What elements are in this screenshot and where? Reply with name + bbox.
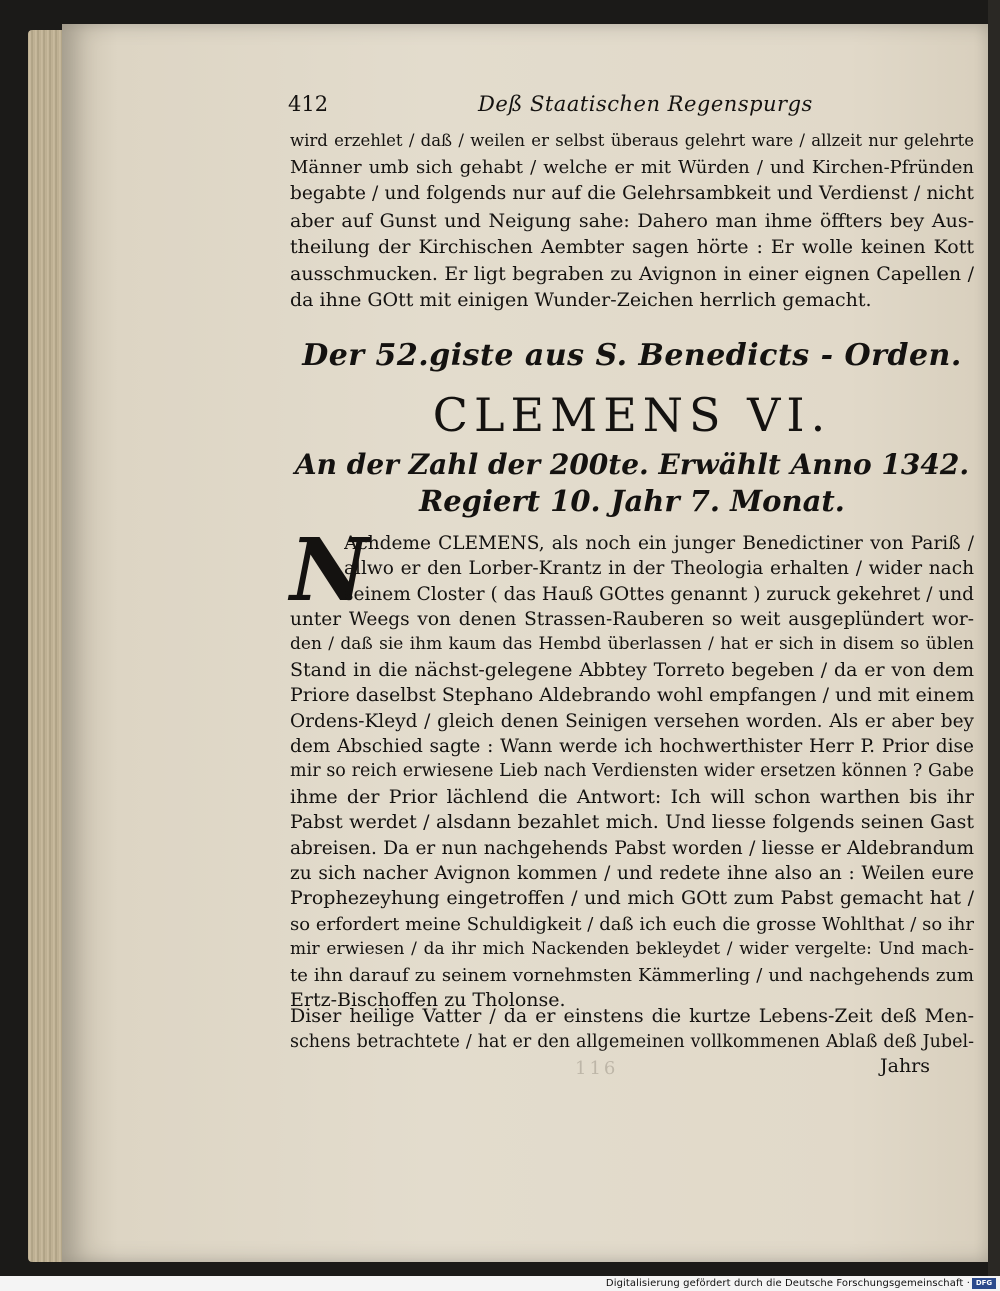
text-line: Achdeme CLEMENS, als noch ein junger Benedictiner von Pariß / [344, 533, 974, 554]
text-line: aber auf Gunst und Neigung sahe: Dahero man ihme öffters bey Aus- [290, 209, 974, 232]
text-line: Pabst werdet / alsdann bezahlet mich. Und liesse folgends seinen Gast [290, 811, 974, 834]
text-line: ausschmucken. Er ligt begraben zu Avignon in einer eignen Capellen / [290, 262, 974, 285]
text-line: mir so reich erwiesene Lieb nach Verdiensten wider ersetzen können ? Gabe [290, 761, 974, 782]
text-line: begabte / und folgends nur auf die Gelehrsambkeit und Verdienst / nicht [290, 183, 974, 204]
page-number: 412 [288, 92, 329, 116]
text-line: da ihne GOtt mit einigen Wunder-Zeichen herrlich gemacht. [290, 289, 872, 311]
text-line: unter Weegs von denen Strassen-Rauberen so weit ausgeplündert wor- [290, 609, 974, 630]
pope-election-line: An der Zahl der 200te. Erwählt Anno 1342. [294, 448, 970, 481]
pope-name: CLEMENS VI. [432, 388, 832, 442]
text-line: den / daß sie ihm kaum das Hembd überlassen / hat er sich in disem so üblen [290, 634, 974, 655]
text-line: seinem Closter ( das Hauß GOttes genannt ) zuruck gekehret / und [344, 583, 974, 605]
paragraph-1-body [290, 607, 974, 1014]
text-line: zu sich nacher Avignon kommen / und redete ihne also an : Weilen eure [290, 863, 974, 885]
paragraph-1-indented [344, 531, 974, 607]
text-line: wird erzehlet / daß / weilen er selbst überaus gelehrt ware / allzeit nur gelehrte [290, 131, 974, 150]
dfg-logo-icon: DFG [972, 1278, 996, 1289]
drop-cap-initial: N [290, 520, 369, 621]
text-line: Diser heilige Vatter / da er einstens die kurtze Lebens-Zeit deß Men- [290, 1005, 974, 1027]
catchword: Jahrs [880, 1055, 931, 1077]
paragraph-2 [290, 1003, 974, 1055]
text-line: schens betrachtete / hat er den allgemeinen vollkommenen Ablaß deß Jubel- [290, 1032, 974, 1052]
scan-border [988, 0, 1000, 1291]
funding-credit: Digitalisierung gefördert durch die Deutsche Forschungsgemeinschaft · [605, 1278, 970, 1289]
text-line: Ertz-Bischoffen zu Tholonse. [290, 989, 566, 1012]
text-line: Stand in die nächst-gelegene Abbtey Torreto begeben / da er von dem [290, 658, 974, 681]
running-title: Deß Staatischen Regenspurgs [478, 92, 813, 116]
text-line: te ihn darauf zu seinem vornehmsten Kämmerling / und nachgehends zum [290, 964, 974, 986]
text-line: so erfordert meine Schuldigkeit / daß ich euch die grosse Wohlthat / so ihr [290, 913, 974, 935]
text-line: dem Abschied sagte : Wann werde ich hochwerthister Herr P. Prior dise [290, 736, 974, 758]
text-line: ihme der Prior lächlend die Antwort: Ich will schon warthen bis ihr [290, 785, 974, 808]
text-line: Ordens-Kleyd / gleich denen Seinigen versehen worden. Als er aber bey [290, 710, 974, 732]
text-line: mir erwiesen / da ihr mich Nackenden bekleydet / wider vergelte: Und mach- [290, 939, 974, 960]
text-line: abreisen. Da er nun nachgehends Pabst worden / liesse er Aldebrandum [290, 837, 974, 859]
order-heading: Der 52.giste aus S. Benedicts - Orden. [302, 338, 962, 373]
text-line: Männer umb sich gehabt / welche er mit Würden / und Kirchen-Pfründen [290, 156, 974, 178]
intro-paragraph [290, 128, 974, 314]
pope-reign-line: Regiert 10. Jahr 7. Monat. [419, 484, 845, 518]
text-line: allwo er den Lorber-Krantz in der Theologia erhalten / wider nach [344, 558, 974, 580]
bleed-through-text: 116 [575, 1058, 619, 1079]
text-line: Prophezeyhung eingetroffen / und mich GOtt zum Pabst gemacht hat / [290, 887, 974, 910]
text-line: Priore daselbst Stephano Aldebrando wohl empfangen / und mit einem [290, 684, 974, 707]
text-line: theilung der Kirchischen Aembter sagen hörte : Er wolle keinen Kott [290, 236, 974, 258]
page-header [288, 92, 968, 126]
